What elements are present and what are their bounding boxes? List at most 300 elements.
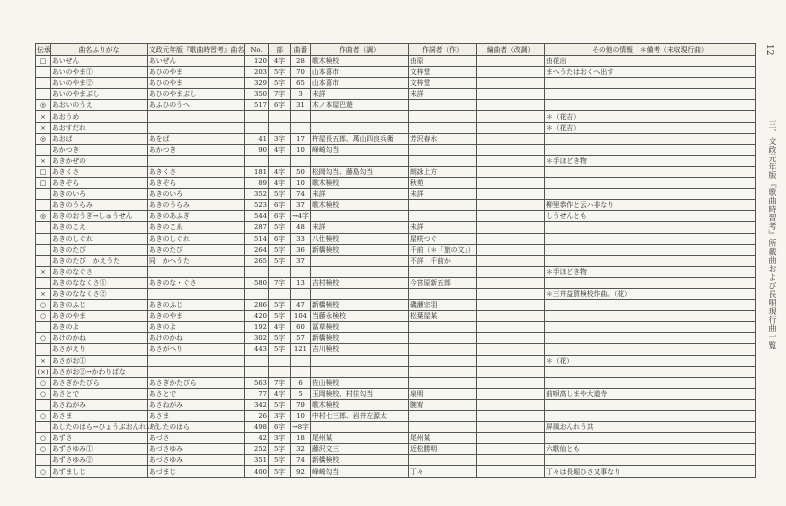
col-header-bu: 部 bbox=[269, 44, 291, 56]
number-cell: 329 bbox=[245, 78, 269, 89]
jishu-title-cell: あきのこゑ bbox=[148, 222, 245, 233]
arranger-cell bbox=[477, 122, 545, 133]
table-row bbox=[36, 411, 756, 422]
furigana-cell: あさねがみ bbox=[51, 399, 148, 410]
kyoku-cell: 28 bbox=[291, 56, 311, 67]
arranger-cell bbox=[477, 322, 545, 333]
number-cell: 563 bbox=[245, 377, 269, 388]
furigana-cell: あきくさ bbox=[51, 166, 148, 177]
furigana-cell: あきのいろ bbox=[51, 189, 148, 200]
table-row bbox=[36, 388, 756, 399]
table-row bbox=[36, 300, 756, 311]
bu-cell: 3字 bbox=[269, 433, 291, 444]
jishu-title-cell: あきのうらみ bbox=[148, 200, 245, 211]
lyricist-cell bbox=[409, 377, 477, 388]
jishu-title-cell: あひのやまぶし bbox=[148, 89, 245, 100]
jishu-title-cell: あふひのうへ bbox=[148, 100, 245, 111]
info-cell: 六歌仙とも bbox=[545, 444, 756, 455]
furigana-cell: あきのなぐさ bbox=[51, 266, 148, 277]
info-cell bbox=[545, 455, 756, 466]
info-cell: ＊（花吉） bbox=[545, 122, 756, 133]
col-header-furigana: 曲名ふりがな bbox=[51, 44, 148, 56]
arranger-cell bbox=[477, 388, 545, 399]
lyricist-cell bbox=[409, 144, 477, 155]
arranger-cell bbox=[477, 288, 545, 299]
arranger-cell bbox=[477, 200, 545, 211]
jishu-title-cell bbox=[148, 111, 245, 122]
composer-cell: 新橋検校 bbox=[311, 244, 409, 255]
lyricist-cell: 未詳 bbox=[409, 222, 477, 233]
info-cell bbox=[545, 300, 756, 311]
bu-cell: 3字 bbox=[269, 133, 291, 144]
jishu-title-cell bbox=[148, 266, 245, 277]
number-cell: 89 bbox=[245, 178, 269, 189]
bu-cell: 6字 bbox=[269, 211, 291, 222]
number-cell: 580 bbox=[245, 277, 269, 288]
number-cell bbox=[245, 355, 269, 366]
arranger-cell bbox=[477, 144, 545, 155]
jishu-title-cell: あひのやま bbox=[148, 78, 245, 89]
kyoku-cell: 6 bbox=[291, 377, 311, 388]
table-row bbox=[36, 422, 756, 433]
table-row bbox=[36, 56, 756, 67]
furigana-cell: あいのやまぶし bbox=[51, 89, 148, 100]
jishu-title-cell: あきのな・ぐさ bbox=[148, 277, 245, 288]
info-cell: ＊手ほどき物 bbox=[545, 155, 756, 166]
arranger-cell bbox=[477, 399, 545, 410]
composer-cell: 峰崎勾当 bbox=[311, 144, 409, 155]
info-cell bbox=[545, 144, 756, 155]
arranger-cell bbox=[477, 100, 545, 111]
number-cell: 203 bbox=[245, 67, 269, 78]
row-mark: × bbox=[36, 155, 51, 166]
number-cell bbox=[245, 122, 269, 133]
arranger-cell bbox=[477, 355, 545, 366]
col-header-jishu-title: 文政元年版『歌曲時習考』曲名 bbox=[149, 45, 245, 54]
table-row bbox=[36, 189, 756, 200]
info-cell bbox=[545, 366, 756, 377]
row-mark bbox=[36, 78, 51, 89]
row-mark bbox=[36, 277, 51, 288]
furigana-cell: あきのやま bbox=[51, 311, 148, 322]
furigana-cell: あかつき bbox=[51, 144, 148, 155]
furigana-cell: あさがえり bbox=[51, 344, 148, 355]
arranger-cell bbox=[477, 444, 545, 455]
furigana-cell: あさぎかたびら bbox=[51, 377, 148, 388]
bu-cell bbox=[269, 111, 291, 122]
info-cell bbox=[545, 433, 756, 444]
bu-cell: 5字 bbox=[269, 344, 291, 355]
jishu-title-cell bbox=[148, 355, 245, 366]
lyricist-cell: 文梓堂 bbox=[409, 67, 477, 78]
info-cell bbox=[545, 255, 756, 266]
info-cell bbox=[545, 133, 756, 144]
table-row bbox=[36, 399, 756, 410]
arranger-cell bbox=[477, 189, 545, 200]
arranger-cell bbox=[477, 111, 545, 122]
lyricist-cell bbox=[409, 155, 477, 166]
number-cell: 352 bbox=[245, 189, 269, 200]
composer-cell: 木ノ本屋巴遊 bbox=[311, 100, 409, 111]
table-row bbox=[36, 78, 756, 89]
furigana-cell: あしたのはら→ひょうぶおんれいう bbox=[52, 423, 160, 432]
row-mark: □ bbox=[36, 166, 51, 177]
arranger-cell bbox=[477, 366, 545, 377]
lyricist-cell: 磯瀬宗羽 bbox=[409, 300, 477, 311]
furigana-cell: あいのやま② bbox=[51, 78, 148, 89]
number-cell: 286 bbox=[245, 300, 269, 311]
number-cell: 181 bbox=[245, 166, 269, 177]
kyoku-cell: →8字 bbox=[292, 423, 309, 432]
row-mark: (×) bbox=[37, 367, 49, 376]
row-mark: ○ bbox=[36, 411, 51, 422]
arranger-cell bbox=[477, 344, 545, 355]
table-row bbox=[36, 233, 756, 244]
furigana-cell: あさとで bbox=[51, 388, 148, 399]
row-mark: × bbox=[36, 122, 51, 133]
jishu-title-cell: あきのやま bbox=[148, 311, 245, 322]
info-cell: 丁々は長堀ひさ又事なり bbox=[545, 466, 756, 477]
lyricist-cell: 尾州某 bbox=[409, 433, 477, 444]
lyricist-cell: 松葉屋某 bbox=[409, 311, 477, 322]
table-row bbox=[36, 377, 756, 388]
furigana-cell: あけのかね bbox=[51, 333, 148, 344]
bu-cell: 7字 bbox=[269, 89, 291, 100]
bu-cell: 5字 bbox=[269, 78, 291, 89]
composer-cell: 中村七三郎、岩井左源太 bbox=[311, 411, 409, 422]
table-row bbox=[36, 433, 756, 444]
number-cell: 42 bbox=[245, 433, 269, 444]
furigana-cell: あずさ bbox=[51, 433, 148, 444]
arranger-cell bbox=[477, 244, 545, 255]
info-cell: 由花出 bbox=[545, 56, 756, 67]
row-mark bbox=[36, 200, 51, 211]
table-row bbox=[36, 222, 756, 233]
composer-cell: 未詳 bbox=[311, 189, 409, 200]
furigana-cell: あきかぜの bbox=[51, 155, 148, 166]
composer-cell: 八仕検校 bbox=[311, 233, 409, 244]
arranger-cell bbox=[477, 255, 545, 266]
kyoku-cell: 32 bbox=[291, 444, 311, 455]
composer-cell bbox=[311, 211, 409, 222]
arranger-cell bbox=[477, 333, 545, 344]
jishu-title-cell: あさま bbox=[148, 411, 245, 422]
row-mark: ○ bbox=[36, 311, 51, 322]
bu-cell: 6字 bbox=[269, 200, 291, 211]
lyricist-cell bbox=[409, 100, 477, 111]
lyricist-cell bbox=[409, 211, 477, 222]
info-cell bbox=[545, 399, 756, 410]
bu-cell: 6字 bbox=[269, 422, 291, 433]
arranger-cell bbox=[477, 56, 545, 67]
info-cell bbox=[545, 78, 756, 89]
composer-cell bbox=[311, 422, 409, 433]
jishu-title-cell: 同 かへうた bbox=[148, 255, 245, 266]
col-header-mark: 伝承 bbox=[37, 45, 51, 54]
bu-cell: 5字 bbox=[269, 67, 291, 78]
lyricist-cell bbox=[409, 422, 477, 433]
bu-cell: 6字 bbox=[269, 233, 291, 244]
jishu-title-cell: あきのいろ bbox=[148, 189, 245, 200]
kyoku-cell: 33 bbox=[291, 233, 311, 244]
jishu-title-cell: あさねがみ bbox=[148, 399, 245, 410]
row-mark bbox=[36, 422, 51, 433]
bu-cell: 5字 bbox=[269, 466, 291, 477]
furigana-cell: あきのよ bbox=[51, 322, 148, 333]
number-cell: 517 bbox=[245, 100, 269, 111]
kyoku-cell: 74 bbox=[291, 455, 311, 466]
kyoku-cell: 121 bbox=[291, 344, 311, 355]
arranger-cell bbox=[477, 78, 545, 89]
col-header-no: No. bbox=[245, 44, 269, 56]
info-cell bbox=[545, 333, 756, 344]
col-header-kyoku: 曲番 bbox=[291, 44, 311, 56]
furigana-cell: あきのしぐれ bbox=[51, 233, 148, 244]
bu-cell: 3字 bbox=[269, 411, 291, 422]
row-mark: ○ bbox=[36, 444, 51, 455]
lyricist-cell: 未詳 bbox=[409, 189, 477, 200]
lyricist-cell: 丁々 bbox=[409, 466, 477, 477]
composer-cell: 歌木検校 bbox=[311, 200, 409, 211]
bu-cell: 6字 bbox=[269, 100, 291, 111]
lyricist-cell: 不詳 千前か bbox=[409, 255, 477, 266]
bu-cell: 5字 bbox=[269, 255, 291, 266]
lyricist-cell bbox=[409, 111, 477, 122]
table-row bbox=[36, 366, 756, 377]
furigana-cell: あいぜん bbox=[51, 56, 148, 67]
number-cell: 514 bbox=[245, 233, 269, 244]
table-row bbox=[36, 155, 756, 166]
furigana-cell: あさがお① bbox=[51, 355, 148, 366]
composer-cell: 杵屋長五郎、萬山四良兵衛 bbox=[311, 133, 409, 144]
arranger-cell bbox=[477, 178, 545, 189]
page-number: 12 bbox=[764, 44, 774, 56]
kyoku-cell bbox=[291, 288, 311, 299]
table-row bbox=[36, 166, 756, 177]
row-mark bbox=[36, 189, 51, 200]
furigana-cell: あずさゆみ② bbox=[51, 455, 148, 466]
number-cell: 41 bbox=[245, 133, 269, 144]
kyoku-cell bbox=[291, 111, 311, 122]
table-row bbox=[36, 133, 756, 144]
info-cell: しうせんとも bbox=[545, 211, 756, 222]
jishu-title-cell bbox=[148, 155, 245, 166]
jishu-title-cell: あさとで bbox=[148, 388, 245, 399]
table-row bbox=[36, 111, 756, 122]
kyoku-cell: 65 bbox=[291, 78, 311, 89]
number-cell: 120 bbox=[245, 56, 269, 67]
composer-cell: 山本喜市 bbox=[311, 78, 409, 89]
table-row bbox=[36, 277, 756, 288]
arranger-cell bbox=[477, 211, 545, 222]
jishu-title-cell: あきのふじ bbox=[148, 300, 245, 311]
info-cell bbox=[545, 411, 756, 422]
bu-cell: 4字 bbox=[269, 144, 291, 155]
arranger-cell bbox=[477, 466, 545, 477]
furigana-cell: あきのななくさ① bbox=[51, 277, 148, 288]
number-cell: 523 bbox=[245, 200, 269, 211]
table-row bbox=[36, 200, 756, 211]
bu-cell bbox=[269, 122, 291, 133]
bu-cell: 4字 bbox=[269, 322, 291, 333]
bu-cell bbox=[269, 155, 291, 166]
composer-cell: 吉村検校 bbox=[311, 277, 409, 288]
arranger-cell bbox=[477, 133, 545, 144]
number-cell: 498 bbox=[245, 422, 269, 433]
jishu-title-cell: あづさ bbox=[148, 433, 245, 444]
col-header-info: その他の情報 ＊備考（未収現行曲） bbox=[545, 44, 756, 56]
bu-cell: 5字 bbox=[269, 444, 291, 455]
composer-cell: 新橋検校 bbox=[311, 333, 409, 344]
kyoku-cell: 104 bbox=[291, 311, 311, 322]
bu-cell bbox=[269, 366, 291, 377]
info-cell bbox=[545, 277, 756, 288]
bu-cell: 4字 bbox=[269, 56, 291, 67]
row-mark bbox=[36, 67, 51, 78]
jishu-title-cell: あきのしぐれ bbox=[148, 233, 245, 244]
composer-cell bbox=[311, 288, 409, 299]
lyricist-cell bbox=[409, 366, 477, 377]
composer-cell bbox=[311, 355, 409, 366]
col-header-arranger: 編曲者（改調） bbox=[477, 44, 545, 56]
composer-cell: 松岡勾当、藤島勾当 bbox=[311, 166, 409, 177]
row-mark bbox=[36, 455, 51, 466]
jishu-title-cell: あをば bbox=[148, 133, 245, 144]
furigana-cell: あさがお②→かわりばな bbox=[51, 366, 148, 377]
lyricist-cell bbox=[409, 200, 477, 211]
row-mark: ◎ bbox=[36, 133, 51, 144]
arranger-cell bbox=[477, 433, 545, 444]
number-cell bbox=[245, 288, 269, 299]
furigana-cell: あおすだれ bbox=[51, 122, 148, 133]
kyoku-cell: 10 bbox=[291, 411, 311, 422]
lyricist-cell bbox=[409, 455, 477, 466]
song-register-table bbox=[35, 43, 756, 478]
kyoku-cell: 5 bbox=[291, 388, 311, 399]
row-mark bbox=[36, 255, 51, 266]
info-cell bbox=[545, 233, 756, 244]
jishu-title-cell: あひのやま bbox=[148, 67, 245, 78]
composer-cell: 歌木検校 bbox=[311, 399, 409, 410]
row-mark: × bbox=[36, 266, 51, 277]
info-cell: ＊（花） bbox=[545, 355, 756, 366]
row-mark bbox=[36, 144, 51, 155]
kyoku-cell: 31 bbox=[291, 100, 311, 111]
jishu-title-cell: あいぜん bbox=[148, 56, 245, 67]
lyricist-cell bbox=[409, 355, 477, 366]
composer-cell: 新橋検校 bbox=[311, 300, 409, 311]
table-row bbox=[36, 67, 756, 78]
kyoku-cell: 37 bbox=[291, 255, 311, 266]
composer-cell: 冨草検校 bbox=[311, 322, 409, 333]
arranger-cell bbox=[477, 311, 545, 322]
table-row bbox=[36, 355, 756, 366]
bu-cell: 5字 bbox=[269, 222, 291, 233]
lyricist-cell: 由原 bbox=[409, 56, 477, 67]
table-row bbox=[36, 344, 756, 355]
number-cell: 420 bbox=[245, 311, 269, 322]
row-mark: ○ bbox=[36, 377, 51, 388]
jishu-title-cell: あさがへり bbox=[148, 344, 245, 355]
kyoku-cell: 18 bbox=[291, 433, 311, 444]
lyricist-cell bbox=[409, 122, 477, 133]
row-mark bbox=[36, 344, 51, 355]
lyricist-cell: 芳沢春水 bbox=[409, 133, 477, 144]
info-cell bbox=[545, 166, 756, 177]
lyricist-cell: 千前（＊「旅の文」） bbox=[410, 245, 475, 254]
arranger-cell bbox=[477, 266, 545, 277]
composer-cell bbox=[311, 122, 409, 133]
jishu-title-cell bbox=[148, 366, 245, 377]
kyoku-cell: 70 bbox=[291, 67, 311, 78]
kyoku-cell: 92 bbox=[291, 466, 311, 477]
kyoku-cell: 50 bbox=[291, 166, 311, 177]
kyoku-cell: 47 bbox=[291, 300, 311, 311]
composer-cell bbox=[311, 266, 409, 277]
composer-cell: 未詳 bbox=[311, 222, 409, 233]
bu-cell bbox=[269, 355, 291, 366]
table-row bbox=[36, 311, 756, 322]
number-cell: 26 bbox=[245, 411, 269, 422]
kyoku-cell bbox=[291, 122, 311, 133]
jishu-title-cell: あづさゆみ bbox=[148, 455, 245, 466]
composer-cell: 峰崎勾当 bbox=[311, 466, 409, 477]
info-cell: ＊三井益賀検校作曲。（花） bbox=[545, 288, 756, 299]
lyricist-cell bbox=[409, 411, 477, 422]
info-cell bbox=[545, 322, 756, 333]
info-cell bbox=[545, 344, 756, 355]
number-cell: 544 bbox=[245, 211, 269, 222]
row-mark: × bbox=[36, 288, 51, 299]
bu-cell bbox=[269, 266, 291, 277]
table-row bbox=[36, 100, 756, 111]
lyricist-cell: 今宮原新五郎 bbox=[409, 277, 477, 288]
number-cell bbox=[245, 366, 269, 377]
furigana-cell: あおいのうえ bbox=[51, 100, 148, 111]
bu-cell: 4字 bbox=[269, 166, 291, 177]
table-row bbox=[36, 322, 756, 333]
table-row bbox=[36, 255, 756, 266]
composer-cell: 藤沢文三 bbox=[311, 444, 409, 455]
kyoku-cell: 17 bbox=[291, 133, 311, 144]
kyoku-cell: 60 bbox=[291, 322, 311, 333]
jishu-title-cell: あきくさ bbox=[148, 166, 245, 177]
bu-cell: 5字 bbox=[269, 244, 291, 255]
composer-cell: 新橋検校 bbox=[311, 455, 409, 466]
bu-cell: 5字 bbox=[269, 333, 291, 344]
bu-cell: 5字 bbox=[269, 311, 291, 322]
number-cell bbox=[245, 266, 269, 277]
jishu-title-cell: あきのよ bbox=[148, 322, 245, 333]
composer-cell bbox=[311, 111, 409, 122]
info-cell: ＊（花吉） bbox=[545, 111, 756, 122]
lyricist-cell: 屋咲つぐ bbox=[409, 233, 477, 244]
furigana-cell: あきのたび bbox=[51, 244, 148, 255]
col-header-composer: 作曲者（調） bbox=[311, 44, 409, 56]
composer-cell: 佐山検校 bbox=[311, 377, 409, 388]
kyoku-cell bbox=[291, 366, 311, 377]
arranger-cell bbox=[477, 422, 545, 433]
composer-cell: 当藤永検校 bbox=[311, 311, 409, 322]
jishu-title-cell: あづさゆみ bbox=[148, 444, 245, 455]
bu-cell: 5字 bbox=[269, 455, 291, 466]
number-cell: 351 bbox=[245, 455, 269, 466]
row-mark: ○ bbox=[36, 388, 51, 399]
row-mark: ○ bbox=[36, 300, 51, 311]
info-cell: 屏風おんれう共 bbox=[545, 422, 756, 433]
row-mark: □ bbox=[36, 178, 51, 189]
lyricist-cell: 近松勝明 bbox=[409, 444, 477, 455]
